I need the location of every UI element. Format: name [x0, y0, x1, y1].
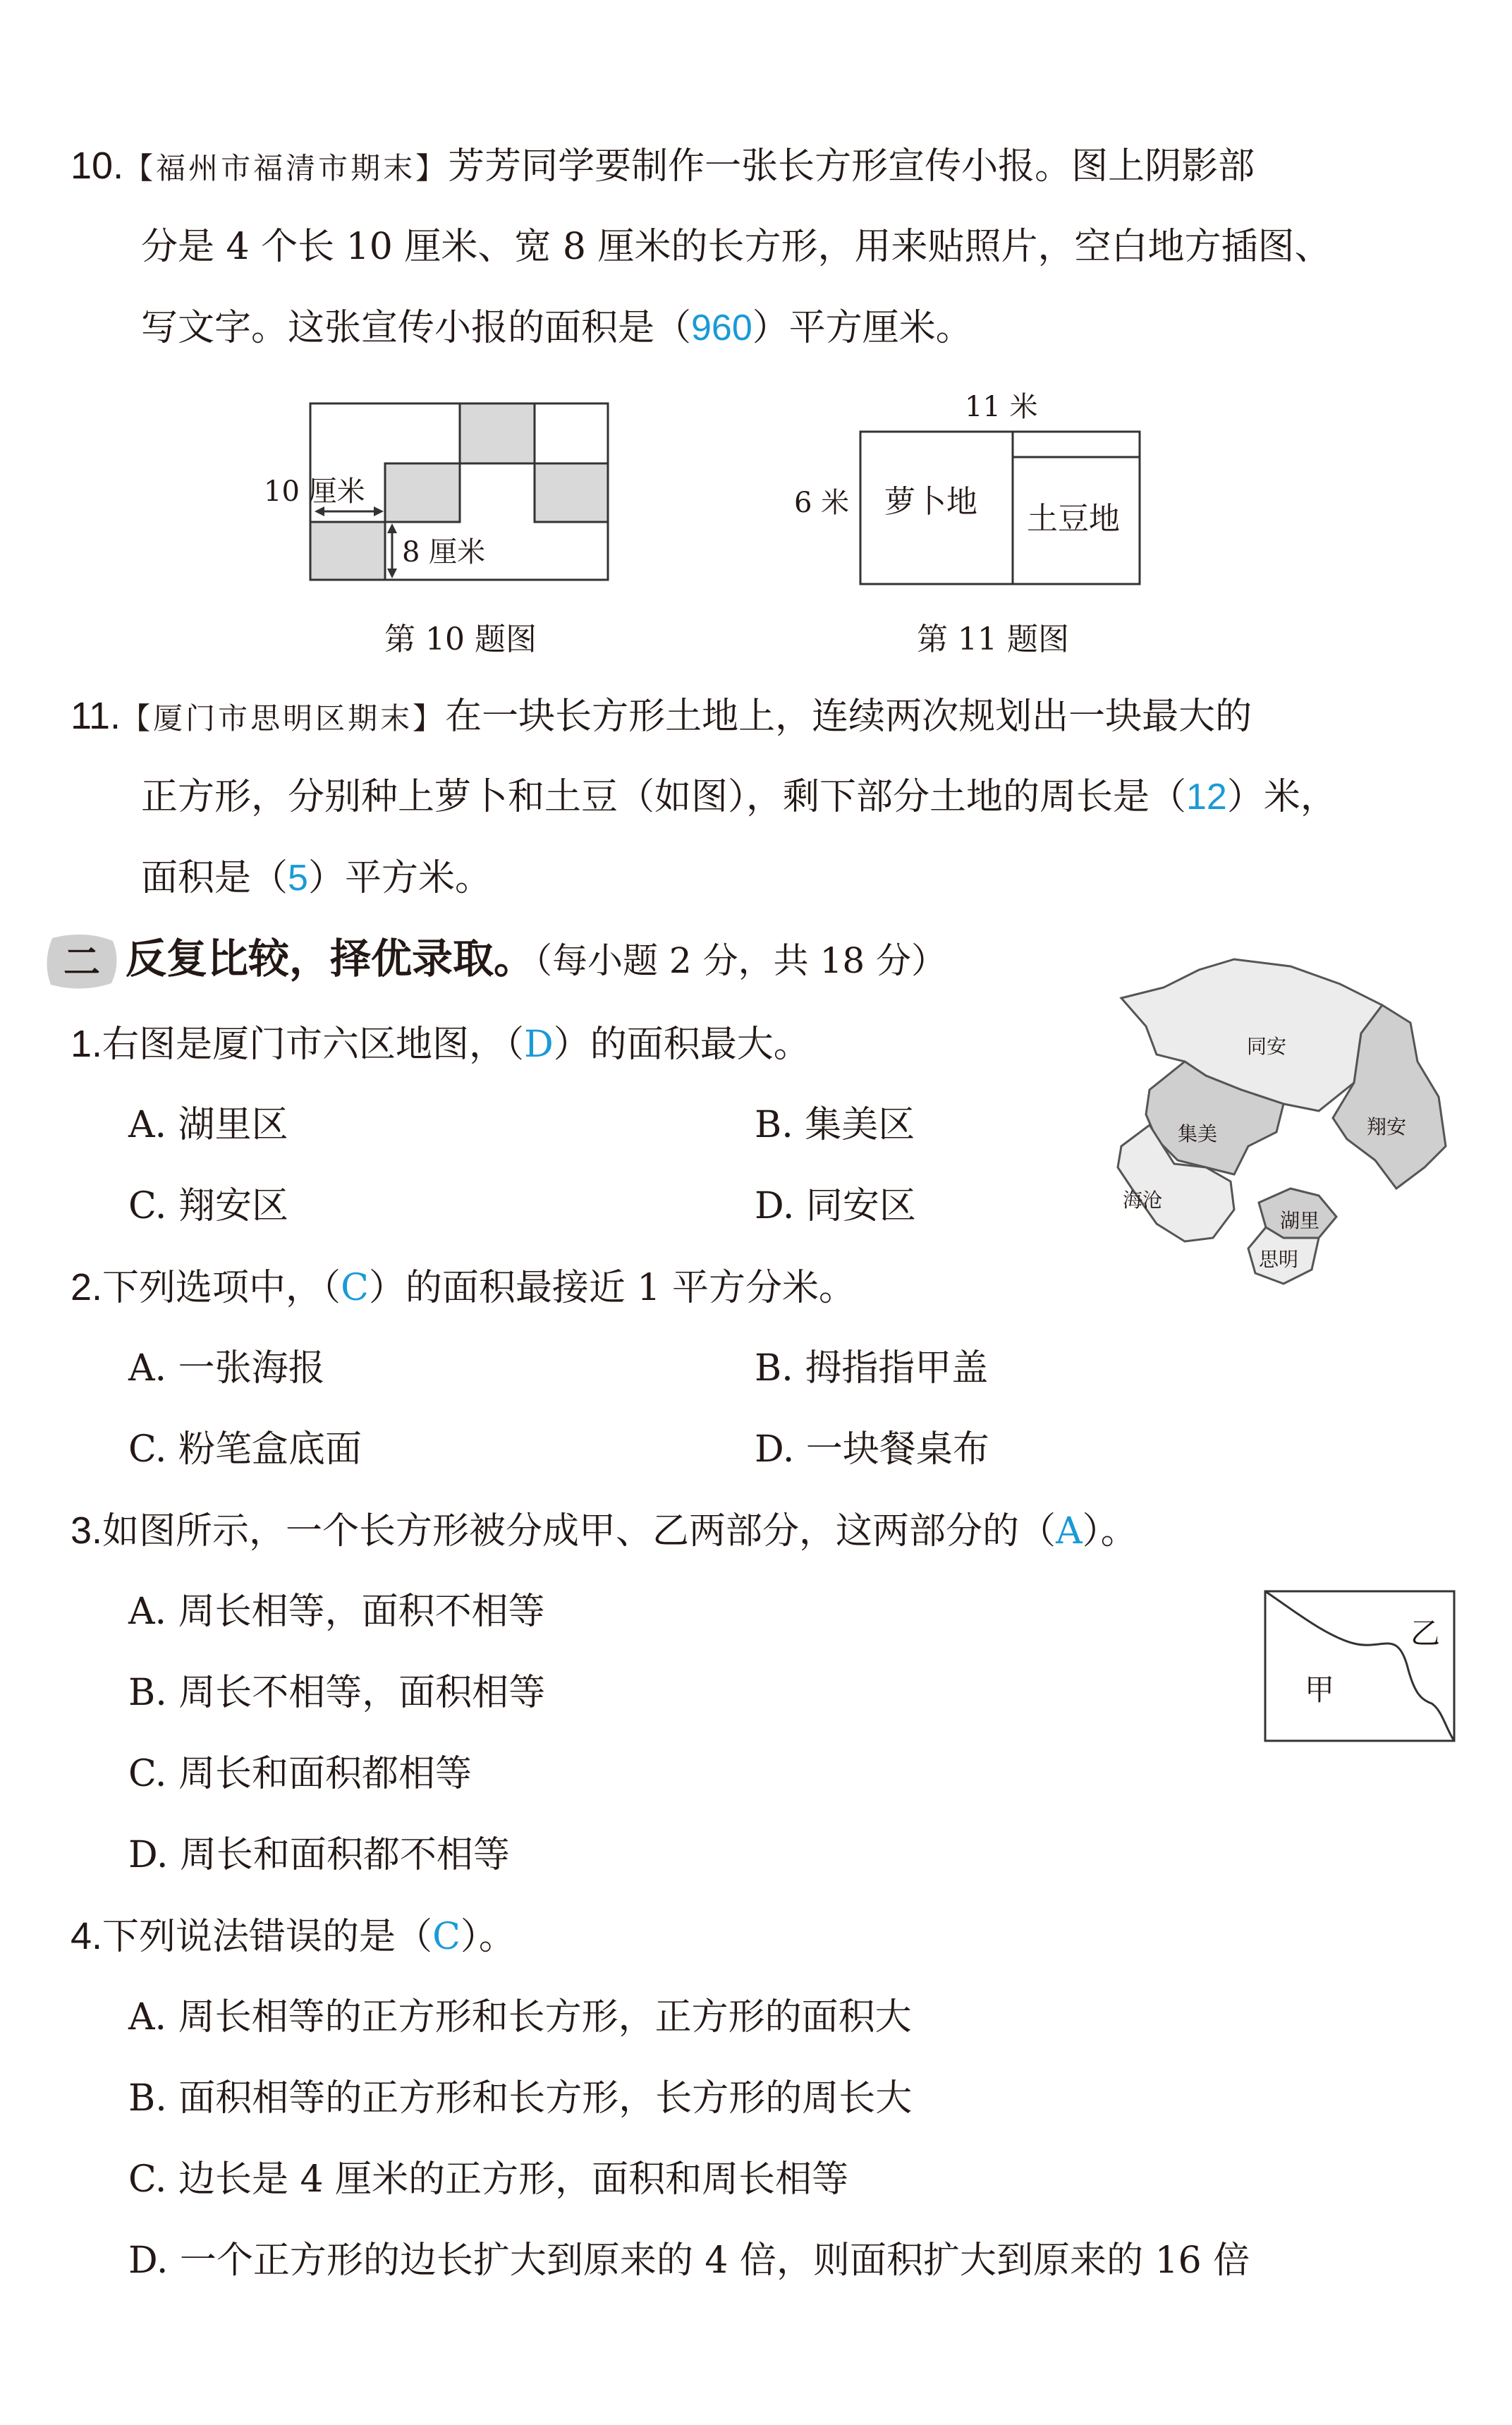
- answer: C: [341, 1267, 369, 1309]
- question-text: 芳芳同学要制作一张长方形宣传小报。图上阴影部: [448, 145, 1255, 188]
- svg-text:集美: 集美: [1178, 1122, 1218, 1145]
- answer-area: 5: [288, 858, 308, 899]
- answer: C: [432, 1916, 461, 1958]
- mc1-option-b: B. 集美区: [755, 1104, 915, 1146]
- svg-text:同安: 同安: [1247, 1035, 1287, 1058]
- mc3-stem: 3.如图所示，一个长方形被分成甲、乙两部分，这两部分的（A）。: [71, 1509, 1138, 1552]
- mc1-option-a: A. 湖里区: [128, 1104, 288, 1146]
- label-jia: 甲: [1305, 1672, 1335, 1707]
- svg-text:海沧: 海沧: [1123, 1189, 1163, 1212]
- label-length: 10 厘米: [264, 475, 365, 508]
- q11-line2: 正方形，分别种上萝卜和土豆（如图），剩下部分土地的周长是（12）米，: [141, 776, 1337, 818]
- section-badge: [42, 931, 120, 992]
- section-header: [126, 935, 946, 994]
- mc3-option-d: D. 周长和面积都不相等: [128, 1834, 510, 1876]
- answer: D: [524, 1023, 554, 1066]
- question-number: 1.: [71, 1023, 103, 1065]
- mc1-option-d: D. 同安区: [755, 1185, 916, 1227]
- mc2-option-a: A. 一张海报: [128, 1347, 325, 1390]
- question-number: 11.: [71, 695, 121, 737]
- mc1-option-c: C. 翔安区: [128, 1185, 288, 1227]
- answer-perimeter: 12: [1186, 777, 1227, 818]
- figure-11-caption: 第 11 题图: [917, 621, 1069, 657]
- mc4-option-d: D. 一个正方形的边长扩大到原来的 4 倍，则面积扩大到原来的 16 倍: [128, 2239, 1250, 2282]
- question-number: 10.: [71, 145, 124, 187]
- mc2-option-b: B. 拇指指甲盖: [755, 1347, 989, 1390]
- svg-text:翔安: 翔安: [1367, 1115, 1407, 1138]
- mc4-option-b: B. 面积相等的正方形和长方形，长方形的周长大: [128, 2077, 913, 2120]
- question-source: 【厦门市思明区期末】: [121, 701, 446, 736]
- label-top: 11 米: [965, 391, 1038, 423]
- question-source: 【福州市福清市期末】: [123, 151, 449, 186]
- label-potato: 土豆地: [1027, 501, 1120, 537]
- mc2-stem: 2.下列选项中，（C）的面积最接近 1 平方分米。: [71, 1266, 856, 1309]
- question-number: 4.: [71, 1915, 103, 1957]
- mc1-stem: 1.右图是厦门市六区地图，（D）的面积最大。: [71, 1023, 810, 1066]
- mc4-stem: 4.下列说法错误的是（C）。: [71, 1915, 516, 1958]
- q10-line3: 写文字。这张宣传小报的面积是（960）平方厘米。: [141, 307, 973, 349]
- label-side: 6 米: [794, 487, 850, 519]
- q10-line1: [71, 141, 1255, 193]
- q11-line1: [71, 691, 1252, 743]
- mc4-option-c: C. 边长是 4 厘米的正方形，面积和周长相等: [128, 2158, 849, 2201]
- xiamen-map: [1107, 956, 1460, 1294]
- mc4-option-a: A. 周长相等的正方形和长方形，正方形的面积大: [128, 1996, 912, 2038]
- question-number: 3.: [71, 1509, 103, 1552]
- figure-10-caption: 第 10 题图: [384, 621, 537, 657]
- q11-line3: 面积是（5）平方米。: [141, 857, 492, 899]
- question-text: 在一块长方形土地上，连续两次规划出一块最大的: [445, 695, 1252, 738]
- figure-11: [783, 381, 1150, 592]
- section-title: 反复比较，择优录取。: [126, 936, 535, 982]
- mc3-option-b: B. 周长不相等，面积相等: [128, 1672, 546, 1714]
- answer: 960: [691, 308, 752, 348]
- mc3-option-a: A. 周长相等，面积不相等: [128, 1591, 545, 1633]
- section-number: 二: [63, 941, 101, 984]
- q10-line2: 分是 4 个长 10 厘米、宽 8 厘米的长方形，用来贴照片，空白地方插图、: [141, 226, 1331, 268]
- label-radish: 萝卜地: [884, 484, 977, 520]
- mc2-option-d: D. 一块餐桌布: [755, 1428, 989, 1471]
- svg-text:湖里: 湖里: [1280, 1209, 1320, 1232]
- mc3-option-c: C. 周长和面积都相等: [128, 1753, 472, 1795]
- figure-mc3: [1262, 1587, 1460, 1749]
- svg-text:思明: 思明: [1259, 1248, 1299, 1271]
- label-width: 8 厘米: [402, 536, 486, 569]
- mc2-option-c: C. 粉笔盒底面: [128, 1428, 362, 1471]
- answer: A: [1056, 1510, 1083, 1552]
- section-note: （每小题 2 分，共 18 分）: [535, 940, 947, 981]
- figure-10: [261, 395, 628, 600]
- label-yi: 乙: [1410, 1616, 1441, 1651]
- question-number: 2.: [71, 1266, 103, 1308]
